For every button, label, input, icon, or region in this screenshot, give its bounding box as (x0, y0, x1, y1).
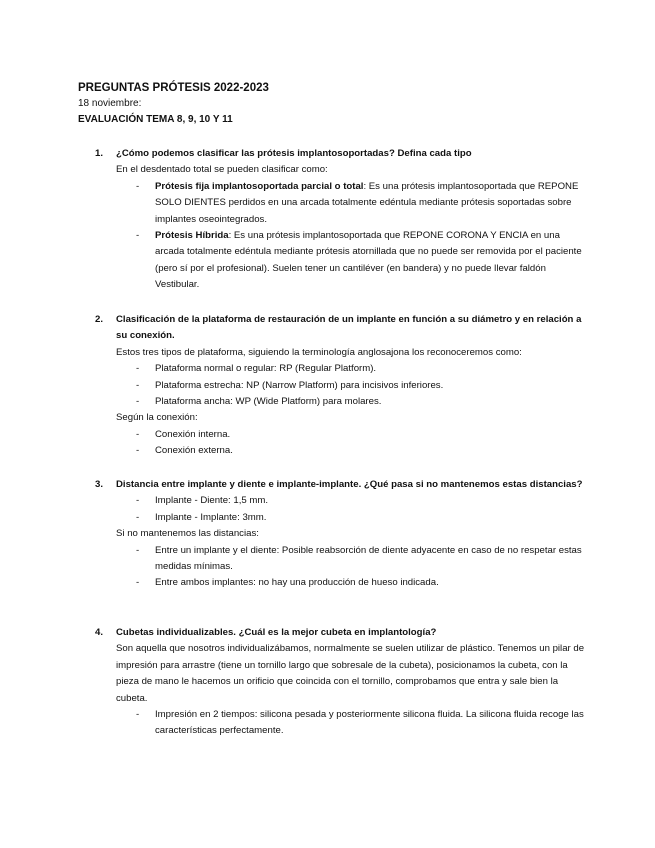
answer-list (116, 493, 585, 526)
question-4-heading (95, 625, 585, 641)
item-text: Plataforma estrecha: NP (Narrow Platform) para incisivos inferiores. (155, 379, 444, 391)
item-text: Conexión externa. (155, 445, 233, 457)
dash-bullet: - (136, 230, 140, 242)
question-2 (95, 312, 585, 460)
question-text: Distancia entre implante y diente e implante-implante. ¿Qué pasa si no mantenemos estas distancias? (116, 479, 583, 490)
question-text: ¿Cómo podemos clasificar las prótesis implantosoportadas? Defina cada tipo (116, 148, 472, 159)
item-text: Conexión interna. (155, 428, 231, 440)
question-text: Clasificación de la plataforma de restauración de un implante en función a su diámetro y en relación a su conexión. (116, 314, 582, 342)
item-text: Plataforma normal o regular: RP (Regular Platform). (155, 363, 377, 375)
answer-list (116, 361, 585, 410)
item-text: Entre ambos implantes: no hay una producción de hueso indicada. (155, 577, 439, 589)
question-3 (95, 477, 585, 592)
document-date: 18 noviembre: (78, 98, 142, 109)
question-number: 4. (95, 627, 104, 638)
answer-paragraph: Son aquella que nosotros individualizábamos, normalmente se suelen utilizar de plástico. Tenemos un pilar de impresión para arrastre (tiene un tornillo largo que sobresale de la cubeta), posicionamos la cubeta, con la pieza de mano le hacemos un orificio que coincida con el tornillo, comprobamos que entra y sale bien la cubeta. (116, 643, 585, 704)
answer-list (116, 179, 585, 294)
document-title: PREGUNTAS PRÓTESIS 2022-2023 (78, 82, 269, 94)
question-4 (95, 625, 585, 740)
list-item (116, 707, 585, 740)
answer-3 (95, 493, 585, 591)
answer-list (116, 427, 585, 460)
question-text: Cubetas individualizables. ¿Cuál es la mejor cubeta en implantología? (116, 627, 437, 638)
dash-bullet: - (136, 180, 140, 192)
answer-1 (95, 162, 585, 293)
answer-list (116, 543, 585, 592)
list-item (116, 493, 585, 509)
list-item (116, 427, 585, 443)
dash-bullet: - (136, 495, 140, 507)
question-number: 2. (95, 314, 104, 325)
question-number: 1. (95, 148, 104, 159)
document-header (78, 80, 598, 128)
question-number: 3. (95, 479, 104, 490)
dash-bullet: - (136, 511, 140, 523)
list-item (116, 378, 585, 394)
list-item (116, 394, 585, 410)
answer-4 (95, 641, 585, 739)
dash-bullet: - (136, 396, 140, 408)
answer-subintro: Si no mantenemos las distancias: (116, 528, 259, 540)
dash-bullet: - (136, 709, 140, 721)
item-term: Prótesis Híbrida (155, 230, 229, 242)
question-3-heading (95, 477, 585, 493)
answer-intro: En el desdentado total se pueden clasificar como: (116, 164, 328, 176)
answer-2 (95, 345, 585, 460)
list-item (116, 543, 585, 576)
dash-bullet: - (136, 363, 140, 375)
list-item (116, 179, 585, 228)
item-text: Implante - Implante: 3mm. (155, 511, 267, 523)
answer-intro: Estos tres tipos de plataforma, siguiendo la terminología anglosajona los reconoceremos como: (116, 346, 522, 358)
evaluation-heading: EVALUACIÓN TEMA 8, 9, 10 Y 11 (78, 114, 233, 125)
question-1-heading (95, 146, 585, 162)
list-item (116, 228, 585, 294)
item-text: Plataforma ancha: WP (Wide Platform) para molares. (155, 396, 382, 408)
question-2-heading (95, 312, 585, 345)
question-1 (95, 146, 585, 294)
list-item (116, 361, 585, 377)
dash-bullet: - (136, 544, 140, 556)
dash-bullet: - (136, 577, 140, 589)
answer-subintro: Según la conexión: (116, 412, 198, 424)
list-item (116, 443, 585, 459)
item-text: : Es una prótesis implantosoportada que REPONE SOLO DIENTES perdidos en una arcada totalmente edéntula mediante prótesis soportadas sobre implantes oseointegrados. (155, 180, 579, 225)
list-item (116, 575, 585, 591)
item-text: Entre un implante y el diente: Posible reabsorción de diente adyacente en caso de no respetar estas medidas mínimas. (155, 544, 582, 573)
item-text: Implante - Diente: 1,5 mm. (155, 495, 269, 507)
item-text: Impresión en 2 tiempos: silicona pesada y posteriormente silicona fluida. La silicona fluida recoge las características perfectamente. (155, 709, 584, 737)
dash-bullet: - (136, 379, 140, 391)
dash-bullet: - (136, 445, 140, 457)
item-term: Prótesis fija implantosoportada parcial o total (155, 180, 364, 192)
list-item (116, 510, 585, 526)
dash-bullet: - (136, 428, 140, 440)
item-text: : Es una prótesis implantosoportada que REPONE CORONA Y ENCIA en una arcada totalmente edéntula mediante prótesis atornillada que no puede ser removida por el paciente (pero sí por el profesional). Suelen tener un cantiléver (en bandera) y no puede llevar faldón Vestibular. (155, 230, 582, 291)
answer-list (116, 707, 585, 740)
